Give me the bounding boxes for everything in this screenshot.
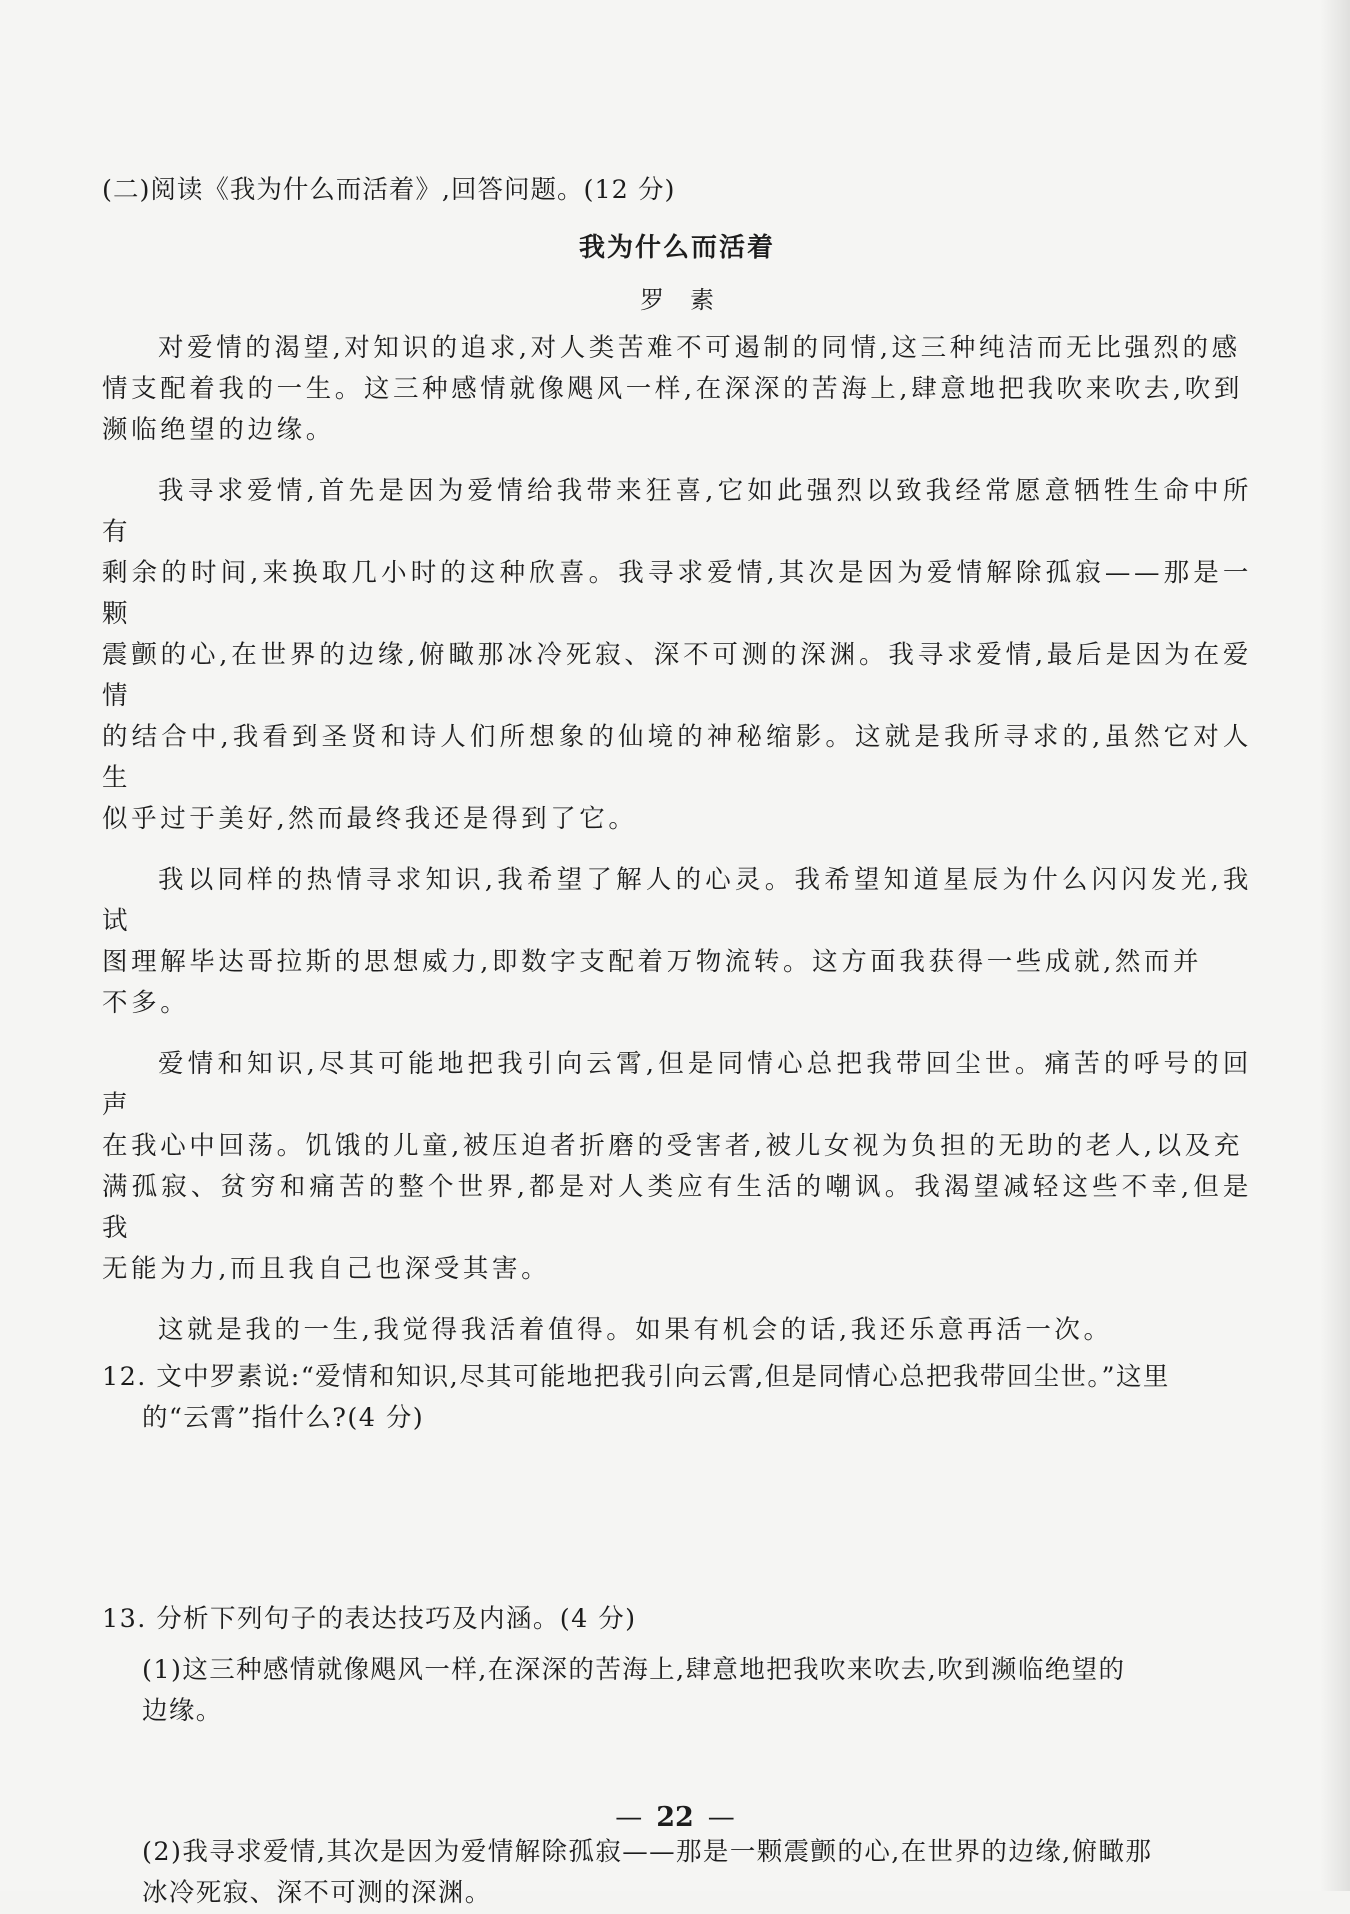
section-intro: (二)阅读《我为什么而活着》,回答问题。(12 分): [102, 175, 676, 205]
paragraph-line: 情支配着我的一生。这三种感情就像飓风一样,在深深的苦海上,肆意地把我吹来吹去,吹到: [102, 374, 1243, 404]
sub-question-text: (2)我寻求爱情,其次是因为爱情解除孤寂——那是一颗震颤的心,在世界的边缘,俯瞰那: [142, 1837, 1153, 1867]
question-text: 12. 文中罗素说:“爱情和知识,尽其可能地把我引向云霄,但是同情心总把我带回尘世。”这里: [102, 1362, 1170, 1392]
dash-left: —: [615, 1802, 643, 1833]
paragraph-line: 满孤寂、贫穷和痛苦的整个世界,都是对人类应有生活的嘲讽。我渴望减轻这些不幸,但是我: [102, 1172, 1252, 1243]
sub-question-2: [102, 1832, 1252, 1914]
paragraph: [102, 328, 1252, 451]
paragraph-line: 图理解毕达哥拉斯的思想威力,即数字支配着万物流转。这方面我获得一些成就,然而并: [102, 947, 1203, 977]
article-author: 罗素: [640, 286, 740, 314]
paragraph-line: 濒临绝望的边缘。: [102, 415, 335, 445]
paragraph-line: 爱情和知识,尽其可能地把我引向云霄,但是同情心总把我带回尘世。痛苦的呼号的回声: [102, 1049, 1252, 1120]
question-text: 13. 分析下列句子的表达技巧及内涵。(4 分): [102, 1604, 637, 1634]
paragraph-line: 无能为力,而且我自己也深受其害。: [102, 1254, 551, 1284]
sub-question-text: (1)这三种感情就像飓风一样,在深深的苦海上,肆意地把我吹来吹去,吹到濒临绝望的: [142, 1655, 1126, 1685]
question-13: [102, 1599, 1252, 1914]
sub-question-text-continued: 冰冷死寂、深不可测的深渊。: [142, 1878, 492, 1908]
page-number-footer: [0, 1798, 1350, 1838]
sub-question-text-continued: 边缘。: [142, 1696, 223, 1726]
paragraph: [102, 1310, 1252, 1351]
paragraph-line: 剩余的时间,来换取几小时的这种欣喜。我寻求爱情,其次是因为爱情解除孤寂——那是一颗: [102, 558, 1252, 629]
paragraph-line: 不多。: [102, 988, 190, 1018]
paragraph: [102, 1044, 1252, 1290]
sub-question-1: [102, 1650, 1252, 1732]
question-text-continued: 的“云霄”指什么?(4 分): [142, 1403, 425, 1433]
page-number: 22: [656, 1802, 694, 1833]
paragraph-line: 震颤的心,在世界的边缘,俯瞰那冰冷死寂、深不可测的深渊。我寻求爱情,最后是因为在爱情: [102, 640, 1252, 711]
paragraph-line: 这就是我的一生,我觉得我活着值得。如果有机会的话,我还乐意再活一次。: [158, 1315, 1113, 1345]
scan-edge-shadow: [1320, 0, 1350, 1891]
question-12: [102, 1357, 1252, 1439]
paragraph-line: 似乎过于美好,然而最终我还是得到了它。: [102, 804, 638, 834]
paragraph-line: 在我心中回荡。饥饿的儿童,被压迫者折磨的受害者,被儿女视为负担的无助的老人,以及充: [102, 1131, 1243, 1161]
paragraph-line: 我寻求爱情,首先是因为爱情给我带来狂喜,它如此强烈以致我经常愿意牺牲生命中所有: [102, 476, 1252, 547]
page-content: [102, 170, 1252, 1914]
dash-right: —: [707, 1802, 735, 1833]
article-body: [102, 328, 1252, 1351]
paragraph: [102, 471, 1252, 840]
paragraph-line: 的结合中,我看到圣贤和诗人们所想象的仙境的神秘缩影。这就是我所寻求的,虽然它对人生: [102, 722, 1252, 793]
paragraph: [102, 860, 1252, 1024]
paragraph-line: 对爱情的渴望,对知识的追求,对人类苦难不可遏制的同情,这三种纯洁而无比强烈的感: [158, 333, 1241, 363]
paragraph-line: 我以同样的热情寻求知识,我希望了解人的心灵。我希望知道星辰为什么闪闪发光,我试: [102, 865, 1252, 936]
article-title: 我为什么而活着: [578, 233, 775, 263]
